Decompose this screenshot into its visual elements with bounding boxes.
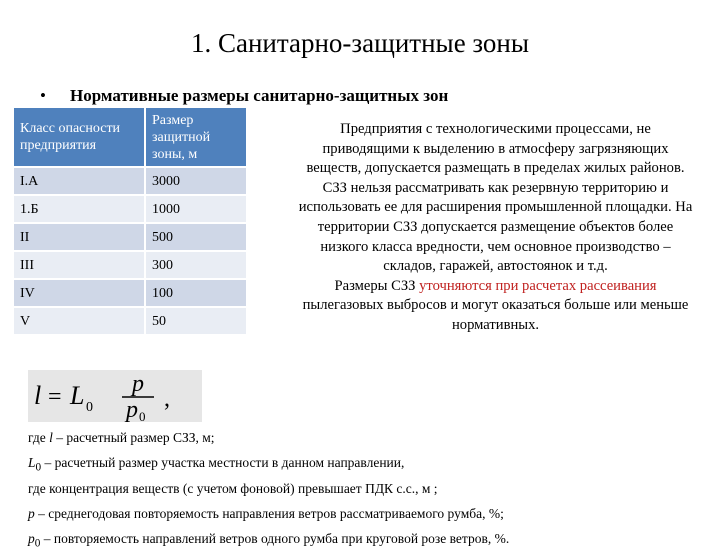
formula-image xyxy=(28,370,202,422)
table-row xyxy=(14,251,247,279)
description-highlight: уточняются при расчетах рассеивания xyxy=(419,277,657,294)
note-line xyxy=(28,453,708,478)
description-p3-end: пылегазовых выбросов и могут оказаться больше или меньше нормативных. xyxy=(302,297,689,333)
note-text: – среднегодовая повторяемость направления ветров рассматриваемого румба, %; xyxy=(34,505,504,521)
table-row xyxy=(14,223,247,251)
note-symbol: L xyxy=(28,455,36,471)
bullet-icon: • xyxy=(40,86,46,105)
cell-size: 3000 xyxy=(145,167,247,195)
cell-size: 500 xyxy=(145,223,247,251)
table-row xyxy=(14,279,247,307)
formula-base-sub: 0 xyxy=(86,400,93,415)
note-line xyxy=(28,529,708,554)
formula-denominator: p xyxy=(126,397,138,422)
header-class: Класс опасности предприятия xyxy=(14,108,145,167)
cell-size: 1000 xyxy=(145,195,247,223)
note-text: – повторяемость направлений ветров одного румба при круговой розе ветров, %. xyxy=(40,531,510,547)
formula-numerator: p xyxy=(132,371,144,397)
note-line xyxy=(28,479,708,504)
slide-subtitle xyxy=(40,86,448,106)
cell-class: III xyxy=(14,251,145,279)
note-symbol: р xyxy=(28,531,35,547)
cell-size: 50 xyxy=(145,307,247,335)
table-header-row xyxy=(14,108,247,167)
formula-equals: = xyxy=(48,384,62,410)
cell-class: II xyxy=(14,223,145,251)
description-text xyxy=(298,120,693,336)
note-text: – расчетный размер участка местности в данном направлении, xyxy=(41,455,405,471)
slide-title: 1. Санитарно-защитные зоны xyxy=(190,28,530,58)
cell-class: V xyxy=(14,307,145,335)
description-paragraph-1: Предприятия с технологическими процессами, не приводящими к выделению в атмосферу загрязняющих веществ, допускается размещать в пределах жилых районов. xyxy=(306,121,685,177)
formula-notes xyxy=(28,428,708,554)
formula-comma: , xyxy=(164,386,170,412)
description-paragraph-2: СЗЗ нельзя рассматривать как резервную территорию и использовать ее для расширения промышленной площадки. На территории СЗЗ допускается размещение объектов более низкого класса вредности, чем основное производство – складов, гаражей, автостоянок и т.д. xyxy=(298,179,693,275)
note-symbol: l xyxy=(49,430,53,445)
cell-class: I.А xyxy=(14,167,145,195)
cell-class: IV xyxy=(14,279,145,307)
formula-svg xyxy=(28,370,202,422)
note-subscript: 0 xyxy=(35,461,42,474)
note-text: – расчетный размер СЗЗ, м; xyxy=(52,430,215,445)
note-text: где концентрация веществ (с учетом фоновой) превышает ПДК с.с., м ; xyxy=(28,480,438,496)
note-prefix: где xyxy=(28,430,50,445)
header-size: Размер защитной зоны, м xyxy=(145,108,247,167)
cell-size: 300 xyxy=(145,251,247,279)
table-row xyxy=(14,195,247,223)
description-paragraph-3 xyxy=(298,277,693,336)
formula-lhs: l xyxy=(34,381,42,410)
formula-den-sub: 0 xyxy=(139,409,146,422)
table-row xyxy=(14,167,247,195)
norms-table xyxy=(14,108,248,336)
formula-base: L xyxy=(70,381,85,410)
note-subscript: 0 xyxy=(34,537,41,550)
note-line xyxy=(28,428,708,453)
cell-class: 1.Б xyxy=(14,195,145,223)
note-line xyxy=(28,504,708,529)
cell-size: 100 xyxy=(145,279,247,307)
table-row xyxy=(14,307,247,335)
note-symbol: р xyxy=(28,505,35,521)
subtitle-text: Нормативные размеры санитарно-защитных зон xyxy=(70,86,449,105)
description-p3-start: Размеры СЗЗ xyxy=(334,277,420,294)
